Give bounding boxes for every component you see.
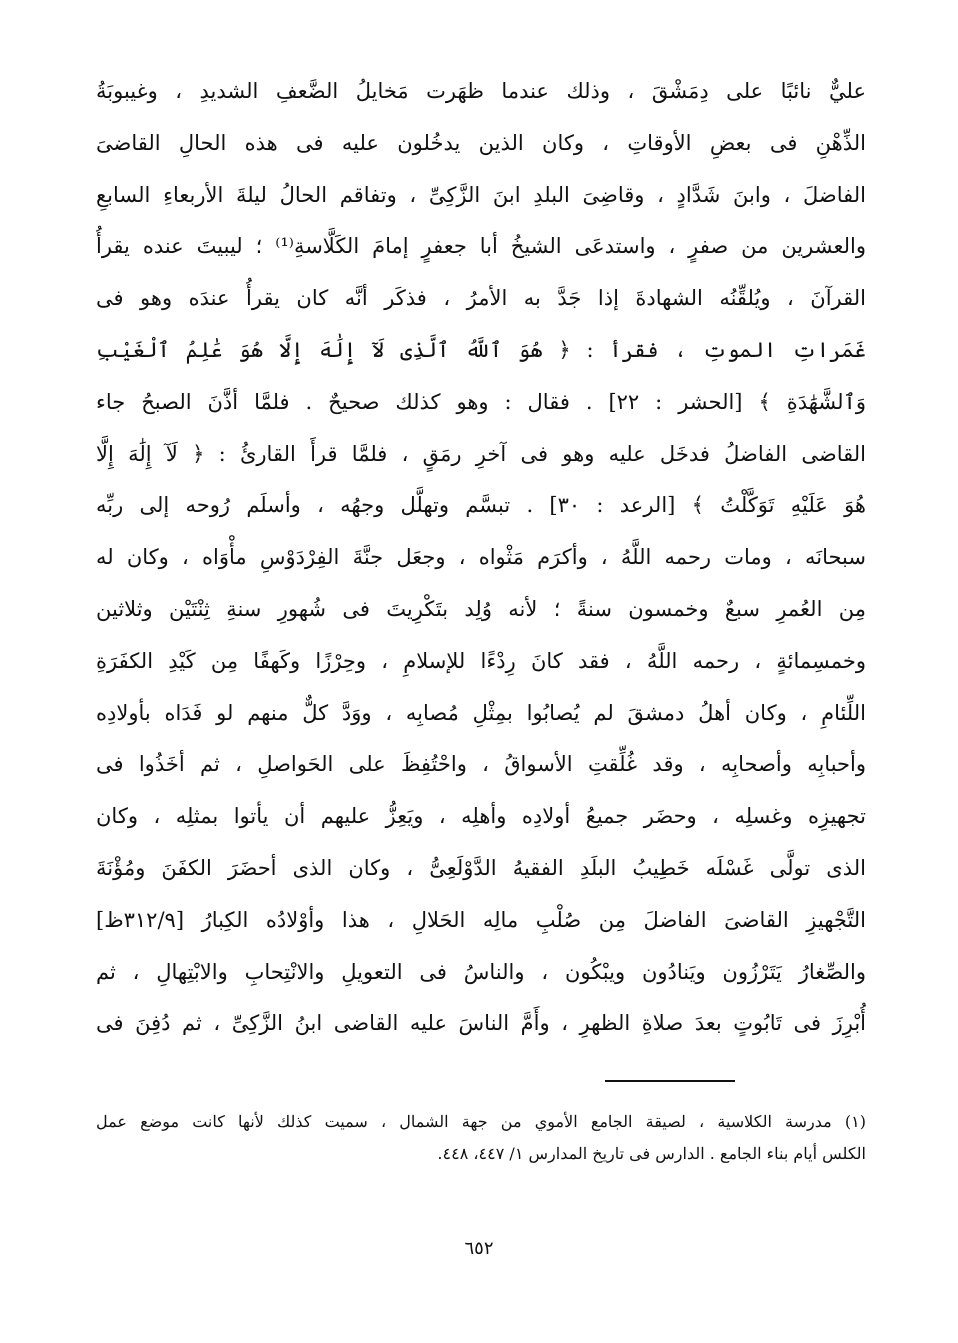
text-line-5: القرآنَ ، ويُلقِّنُه الشهادةَ إذا جَدَّ به الأمرُ ، فذكَر أنَّه كان يقرأُ عندَه وهو فى — [96, 286, 866, 311]
main-text-block — [96, 66, 866, 1050]
text-line-19: أُبْرِزَ فى تَابُوتٍ بعدَ صلاةِ الظهرِ ، وأَمَّ الناسَ عليه القاضى ابنُ الزَّكِىِّ ، ثم دُفِنَ فى — [96, 1011, 866, 1036]
text-line-8: القاضى الفاضلُ فدخَل عليه وهو فى آخرِ رمَقٍ ، فلمَّا قرأَ القارئُ : ﴿ لَآ إِلَٰهَ إِلَّا — [96, 441, 866, 466]
page-number: ٦٥٢ — [464, 1238, 494, 1259]
text-line-18: والصِّغارُ يَتَرْزُون ويَنادُون ويبْكُون ، والناسُ فى التعويلِ والانْتِحابِ والابْتِهالِ ، ثم — [96, 959, 866, 984]
text-line-2: الذِّهْنِ فى بعضِ الأوقاتِ ، وكان الذين يدخُلون عليه فى هذه الحالِ القاضىَ — [96, 130, 866, 155]
text-line-7: وَٱلشَّهَٰدَةِ ﴾ [الحشر : ٢٢] . فقال : وهو كذلك صحيحٌ . فلمَّا أذَّنَ الصبحُ جاء — [96, 389, 866, 414]
footnote-line-2: الكلس أيام بناء الجامع . الدارس فى تاريخ المدارس ١/ ٤٤٧، ٤٤٨. — [437, 1144, 866, 1163]
footnote-separator — [605, 1080, 735, 1082]
text-line-1: عليٌّ نائبًا على دِمَشْقَ ، وذلك عندما ظهَرت مَخايلُ الضَّعفِ الشديدِ ، وغيبوبَةُ — [96, 79, 866, 103]
text-line-15: تجهيزِه وغسلِه ، وحضَر جميعُ أولادِه وأهلِه ، ويَعِزُّ عليهم أن يأتوا بمثلِه ، وكان — [96, 804, 866, 829]
text-line-17: التَّجْهيزِ القاضىَ الفاضلَ مِن صُلْبِ مالِه الحَلالِ ، هذا وأوْلادُه الكِبارُ [٣١٢/٩ظ] — [96, 907, 866, 932]
text-line-6: غَمَراتِ الموتِ ، فقرأ : ﴿ هُوَ ٱللَّهُ ٱلَّذِى لَآ إِلَٰهَ إِلَّا هُوَ عَٰلِمُ ٱلْغَيْبِ — [96, 337, 866, 362]
footnotes-block — [96, 1106, 866, 1170]
text-line-11: مِن العُمرِ سبعٌ وخمسون سنةً ؛ لأنه وُلِد بتَكْرِيتَ فى شُهورِ سنةِ ثِنْتَيْن وثلاثين — [96, 596, 866, 621]
text-line-3: الفاضلَ ، وابنَ شَدَّادٍ ، وقاضِىَ البلدِ ابنَ الزَّكِىِّ ، وتفاقم الحالُ ليلةَ الأربعاءِ السابعِ — [96, 182, 866, 207]
text-line-14: وأحبابِه وأصحابِه ، وقد غُلِّقتِ الأسواقُ ، واحْتُفِظَ على الحَواصلِ ، ثم أخَذُوا فى — [96, 752, 866, 777]
text-line-13: اللِّئامِ ، وكان أهلُ دمشقَ لم يُصابُوا بمِثْلِ مُصابِه ، ووَدَّ كلٌّ منهم لو فَدَاه بأولادِه — [96, 700, 866, 725]
text-line-4: والعشرين من صفرٍ ، واستدعَى الشيخُ أبا جعفرٍ إمامَ الكَلَّاسةِ⁽¹⁾ ؛ ليبيتَ عنده يقرأُ — [96, 234, 866, 259]
text-line-10: سبحانَه ، ومات رحمه اللَّهُ ، وأكرَم مَثْواه ، وجعَل جنَّةَ الفِرْدَوْسِ مأْوَاه ، وكان له — [96, 545, 866, 570]
text-line-12: وخمسِمائةٍ ، رحمه اللَّهُ ، فقد كانَ رِدْءًا للإسلامِ ، وحِرْزًا وكَهفًا مِن كَيْدِ الكفَرَةِ — [96, 648, 866, 673]
text-line-9: هُوَ عَلَيْهِ تَوَكَّلْتُ ﴾ [الرعد : ٣٠] . تبسَّم وتهلَّل وجهُه ، وأسلَم رُوحه إلى ربِّه — [96, 493, 866, 518]
text-line-16: الذى تولَّى غَسْلَه خَطِيبُ البلَدِ الفقيهُ الدَّوْلَعِىُّ ، وكان الذى أحضَرَ الكفَنَ ومُؤْنَةَ — [96, 855, 866, 880]
footnote-line-1: (١) مدرسة الكلاسية ، لصيقة الجامع الأموي من جهة الشمال ، سميت كذلك لأنها كانت موضع عمل — [96, 1112, 866, 1131]
